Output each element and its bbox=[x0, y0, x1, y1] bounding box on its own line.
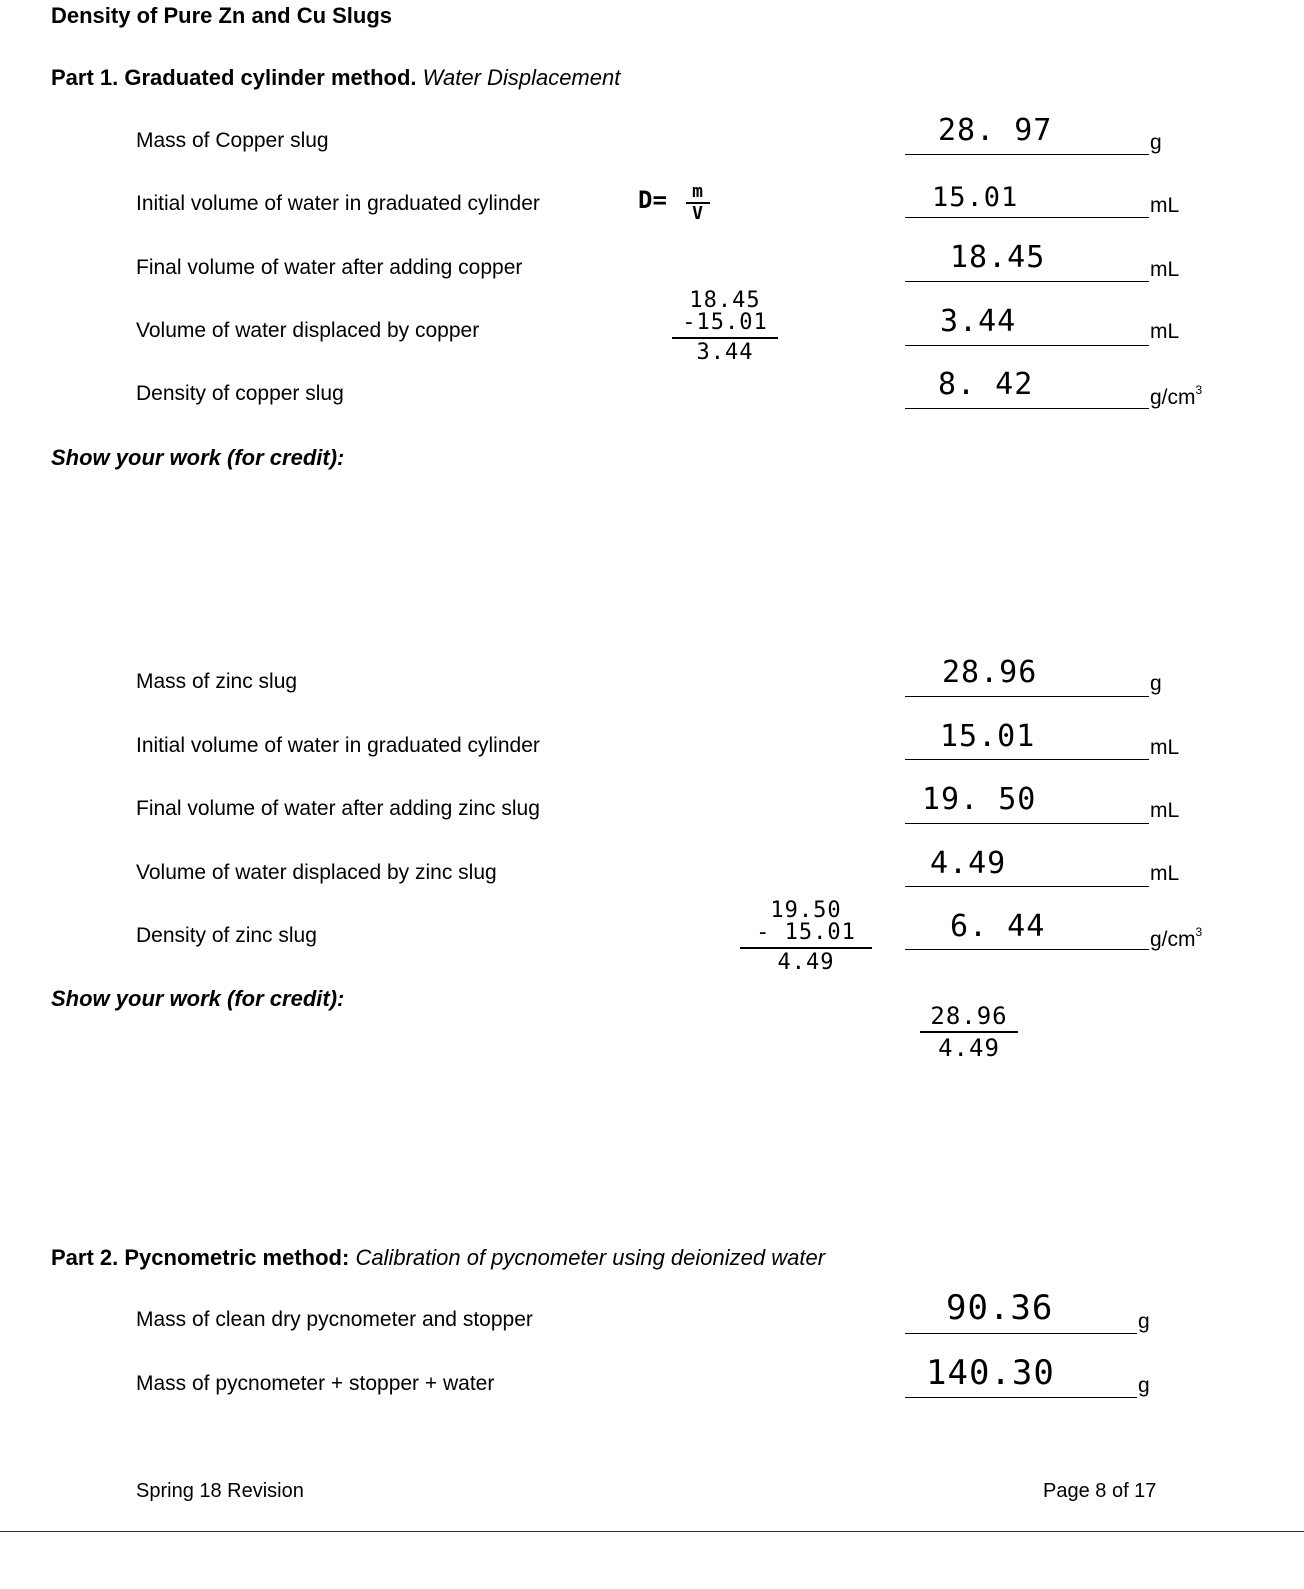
zinc-final-volume-label: Final volume of water after adding zinc slug bbox=[136, 797, 540, 820]
zinc-division-work bbox=[920, 1004, 1018, 1060]
answer-line bbox=[905, 696, 1149, 697]
copper-displaced-volume-unit: mL bbox=[1150, 320, 1180, 343]
answer-line bbox=[905, 281, 1149, 282]
work-bar bbox=[920, 1031, 1018, 1033]
document-title: Density of Pure Zn and Cu Slugs bbox=[51, 3, 393, 28]
zinc-displaced-volume-label: Volume of water displaced by zinc slug bbox=[136, 861, 497, 884]
copper-final-volume-label: Final volume of water after adding copper bbox=[136, 256, 523, 279]
answer-line bbox=[905, 1397, 1137, 1398]
part1-heading-bold: Part 1. Graduated cylinder method. bbox=[51, 65, 417, 90]
answer-line bbox=[905, 345, 1149, 346]
answer-line bbox=[905, 1333, 1137, 1334]
copper-displaced-volume-value: 3.44 bbox=[940, 304, 1017, 339]
zinc-density-label: Density of zinc slug bbox=[136, 924, 317, 947]
answer-line bbox=[905, 408, 1149, 409]
pycnometer-water-mass-unit: g bbox=[1138, 1374, 1150, 1397]
copper-mass-unit: g bbox=[1150, 131, 1162, 154]
copper-density-label: Density of copper slug bbox=[136, 382, 344, 405]
copper-subtraction-work bbox=[672, 290, 778, 364]
copper-mass-value: 28. 97 bbox=[938, 113, 1053, 148]
zinc-final-volume-value: 19. 50 bbox=[922, 782, 1037, 817]
zinc-initial-volume-label: Initial volume of water in graduated cylinder bbox=[136, 734, 540, 757]
copper-initial-volume-value: 15.01 bbox=[932, 182, 1019, 213]
unit-text: g/cm bbox=[1150, 928, 1196, 951]
work-denominator: 4.49 bbox=[938, 1034, 1000, 1062]
work-result: 4.49 bbox=[777, 950, 835, 975]
zinc-initial-volume-unit: mL bbox=[1150, 736, 1180, 759]
pycnometer-water-mass-value: 140.30 bbox=[926, 1353, 1055, 1393]
part1-heading-italic: Water Displacement bbox=[422, 65, 621, 90]
copper-initial-volume-unit: mL bbox=[1150, 194, 1180, 217]
zinc-mass-label: Mass of zinc slug bbox=[136, 670, 298, 693]
copper-displaced-volume-label: Volume of water displaced by copper bbox=[136, 319, 480, 342]
part2-heading-italic: Calibration of pycnometer using deionized water bbox=[355, 1245, 826, 1270]
unit-superscript: 3 bbox=[1195, 925, 1203, 939]
copper-density-unit bbox=[1150, 383, 1202, 410]
footer-page-number: Page 8 of 17 bbox=[1043, 1480, 1157, 1502]
work-numerator: 28.96 bbox=[930, 1002, 1008, 1030]
work-bottom: -15.01 bbox=[682, 310, 768, 335]
work-bar bbox=[740, 947, 872, 949]
formula-denominator: V bbox=[692, 203, 704, 224]
zinc-initial-volume-value: 15.01 bbox=[940, 719, 1036, 754]
pycnometer-mass-label: Mass of clean dry pycnometer and stopper bbox=[136, 1308, 533, 1331]
answer-line bbox=[905, 217, 1149, 218]
answer-line bbox=[905, 949, 1149, 950]
pycnometer-water-mass-label: Mass of pycnometer + stopper + water bbox=[136, 1372, 495, 1395]
part2-heading-bold: Part 2. Pycnometric method: bbox=[51, 1245, 350, 1270]
pycnometer-mass-unit: g bbox=[1138, 1310, 1150, 1333]
answer-line bbox=[905, 886, 1149, 887]
copper-final-volume-value: 18.45 bbox=[950, 240, 1046, 275]
work-bar bbox=[672, 337, 778, 339]
answer-line bbox=[905, 759, 1149, 760]
answer-line bbox=[905, 823, 1149, 824]
unit-text: g/cm bbox=[1150, 386, 1196, 409]
copper-initial-volume-label: Initial volume of water in graduated cylinder bbox=[136, 192, 540, 215]
work-result: 3.44 bbox=[696, 340, 754, 365]
work-bottom: - 15.01 bbox=[756, 920, 856, 945]
show-work-label: Show your work (for credit): bbox=[51, 445, 345, 470]
unit-superscript: 3 bbox=[1195, 383, 1203, 397]
answer-line bbox=[905, 154, 1149, 155]
copper-mass-label: Mass of Copper slug bbox=[136, 129, 329, 152]
zinc-density-value: 6. 44 bbox=[950, 909, 1046, 944]
zinc-density-unit bbox=[1150, 925, 1202, 952]
copper-final-volume-unit: mL bbox=[1150, 258, 1180, 281]
work-top: 19.50 bbox=[770, 898, 842, 923]
zinc-mass-unit: g bbox=[1150, 672, 1162, 695]
copper-density-value: 8. 42 bbox=[938, 367, 1034, 402]
zinc-displaced-volume-unit: mL bbox=[1150, 862, 1180, 885]
work-top: 18.45 bbox=[689, 288, 761, 313]
density-formula-lhs: D= bbox=[638, 186, 667, 214]
density-formula-fraction bbox=[686, 181, 710, 224]
zinc-mass-value: 28.96 bbox=[942, 655, 1038, 690]
formula-numerator: m bbox=[692, 181, 704, 202]
footer-rule bbox=[0, 1531, 1304, 1532]
zinc-final-volume-unit: mL bbox=[1150, 799, 1180, 822]
pycnometer-mass-value: 90.36 bbox=[946, 1288, 1054, 1328]
zinc-subtraction-work bbox=[740, 900, 872, 974]
part2-heading bbox=[51, 1245, 825, 1271]
show-work-label: Show your work (for credit): bbox=[51, 986, 345, 1011]
footer-revision: Spring 18 Revision bbox=[136, 1480, 304, 1502]
zinc-displaced-volume-value: 4.49 bbox=[930, 846, 1007, 881]
part1-heading bbox=[51, 65, 620, 91]
